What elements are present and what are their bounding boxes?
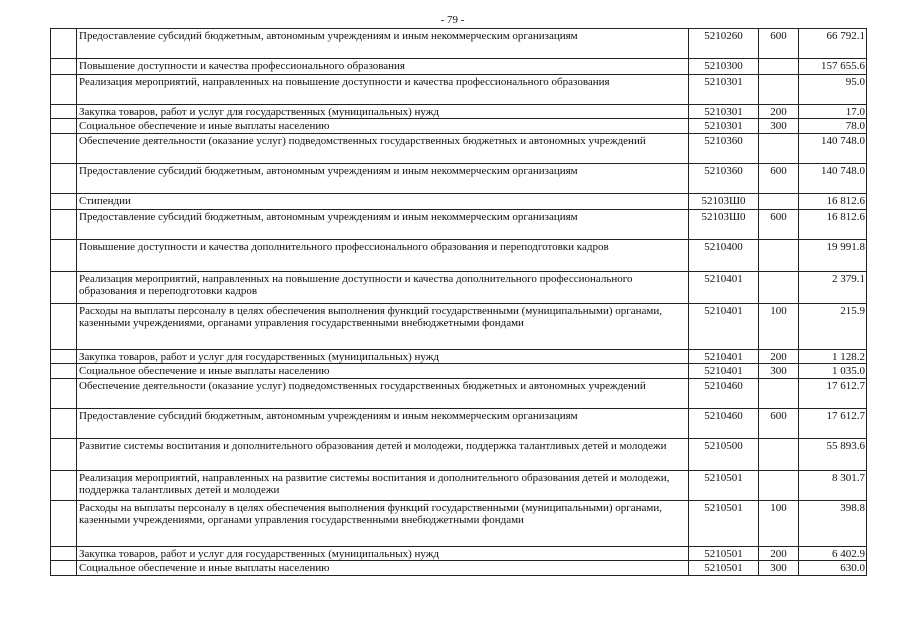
table-row (51, 379, 867, 409)
row-code: 5210400 (689, 240, 759, 272)
row-code: 5210401 (689, 350, 759, 364)
row-amount: 630.0 (799, 561, 867, 576)
row-amount: 157 655.6 (799, 59, 867, 75)
row-amount: 19 991.8 (799, 240, 867, 272)
row-code: 5210360 (689, 134, 759, 164)
row-type (759, 439, 799, 471)
table-row (51, 547, 867, 561)
row-type (759, 194, 799, 210)
row-code: 5210360 (689, 164, 759, 194)
blank-cell (51, 75, 77, 105)
blank-cell (51, 119, 77, 134)
row-code: 5210501 (689, 561, 759, 576)
row-code: 5210301 (689, 75, 759, 105)
row-code: 52103Ш0 (689, 194, 759, 210)
blank-cell (51, 439, 77, 471)
blank-cell (51, 471, 77, 501)
row-amount: 16 812.6 (799, 210, 867, 240)
row-name: Реализация мероприятий, направленных на повышение доступности и качества дополнительного профессионального образования и переподготовки кадров (77, 272, 689, 304)
row-code: 5210300 (689, 59, 759, 75)
table-row (51, 59, 867, 75)
table-row (51, 304, 867, 350)
blank-cell (51, 134, 77, 164)
table-row (51, 409, 867, 439)
row-amount: 17.0 (799, 105, 867, 119)
table-row (51, 272, 867, 304)
blank-cell (51, 304, 77, 350)
table-row (51, 210, 867, 240)
row-code: 52103Ш0 (689, 210, 759, 240)
row-name: Предоставление субсидий бюджетным, автономным учреждениям и иным некоммерческим организациям (77, 164, 689, 194)
row-type: 600 (759, 210, 799, 240)
row-amount: 2 379.1 (799, 272, 867, 304)
row-code: 5210260 (689, 29, 759, 59)
blank-cell (51, 561, 77, 576)
blank-cell (51, 210, 77, 240)
page-number: - 79 - (440, 14, 465, 26)
row-type (759, 379, 799, 409)
row-type (759, 134, 799, 164)
row-type: 300 (759, 364, 799, 379)
row-type: 200 (759, 105, 799, 119)
table-row (51, 561, 867, 576)
row-name: Обеспечение деятельности (оказание услуг) подведомственных государственных бюджетных и автономных учреждений (77, 379, 689, 409)
row-name: Расходы на выплаты персоналу в целях обеспечения выполнения функций государственными (муниципальными) органами, казенными учреждениями, органами управления государственными внебюджетными фондами (77, 501, 689, 547)
row-code: 5210301 (689, 119, 759, 134)
blank-cell (51, 501, 77, 547)
row-type (759, 75, 799, 105)
blank-cell (51, 409, 77, 439)
row-type (759, 59, 799, 75)
row-code: 5210301 (689, 105, 759, 119)
table-row (51, 350, 867, 364)
row-name: Закупка товаров, работ и услуг для государственных (муниципальных) нужд (77, 105, 689, 119)
table-row (51, 471, 867, 501)
row-code: 5210501 (689, 471, 759, 501)
row-code: 5210401 (689, 272, 759, 304)
row-type (759, 471, 799, 501)
row-amount: 16 812.6 (799, 194, 867, 210)
row-name: Обеспечение деятельности (оказание услуг) подведомственных государственных бюджетных и автономных учреждений (77, 134, 689, 164)
row-code: 5210401 (689, 364, 759, 379)
blank-cell (51, 105, 77, 119)
row-amount: 6 402.9 (799, 547, 867, 561)
row-type: 600 (759, 29, 799, 59)
table-row (51, 240, 867, 272)
blank-cell (51, 364, 77, 379)
row-amount: 140 748.0 (799, 164, 867, 194)
row-name: Реализация мероприятий, направленных на развитие системы воспитания и дополнительного образования детей и молодежи, поддержка талантливых детей и молодежи (77, 471, 689, 501)
row-amount: 140 748.0 (799, 134, 867, 164)
row-amount: 1 128.2 (799, 350, 867, 364)
row-amount: 398.8 (799, 501, 867, 547)
row-name: Социальное обеспечение и иные выплаты населению (77, 561, 689, 576)
row-type (759, 272, 799, 304)
row-type: 100 (759, 304, 799, 350)
row-name: Предоставление субсидий бюджетным, автономным учреждениям и иным некоммерческим организациям (77, 409, 689, 439)
table-row (51, 364, 867, 379)
row-type: 300 (759, 119, 799, 134)
row-code: 5210460 (689, 379, 759, 409)
table-row (51, 164, 867, 194)
row-name: Закупка товаров, работ и услуг для государственных (муниципальных) нужд (77, 547, 689, 561)
row-amount: 95.0 (799, 75, 867, 105)
blank-cell (51, 272, 77, 304)
row-name: Расходы на выплаты персоналу в целях обеспечения выполнения функций государственными (муниципальными) органами, казенными учреждениями, органами управления государственными внебюджетными фондами (77, 304, 689, 350)
row-name: Социальное обеспечение и иные выплаты населению (77, 364, 689, 379)
table-row (51, 501, 867, 547)
row-code: 5210460 (689, 409, 759, 439)
row-type: 200 (759, 350, 799, 364)
blank-cell (51, 164, 77, 194)
blank-cell (51, 59, 77, 75)
row-code: 5210500 (689, 439, 759, 471)
table-row (51, 29, 867, 59)
row-amount: 66 792.1 (799, 29, 867, 59)
row-name: Реализация мероприятий, направленных на повышение доступности и качества профессионального образования (77, 75, 689, 105)
row-type: 600 (759, 409, 799, 439)
row-amount: 78.0 (799, 119, 867, 134)
table-row (51, 439, 867, 471)
table-row (51, 194, 867, 210)
row-amount: 17 612.7 (799, 379, 867, 409)
row-name: Повышение доступности и качества профессионального образования (77, 59, 689, 75)
row-name: Социальное обеспечение и иные выплаты населению (77, 119, 689, 134)
blank-cell (51, 547, 77, 561)
table-row (51, 134, 867, 164)
row-amount: 17 612.7 (799, 409, 867, 439)
budget-table (50, 28, 867, 576)
row-name: Развитие системы воспитания и дополнительного образования детей и молодежи, поддержка талантливых детей и молодежи (77, 439, 689, 471)
row-code: 5210401 (689, 304, 759, 350)
blank-cell (51, 350, 77, 364)
row-code: 5210501 (689, 547, 759, 561)
row-name: Предоставление субсидий бюджетным, автономным учреждениям и иным некоммерческим организациям (77, 29, 689, 59)
row-type: 600 (759, 164, 799, 194)
blank-cell (51, 29, 77, 59)
row-name: Повышение доступности и качества дополнительного профессионального образования и переподготовки кадров (77, 240, 689, 272)
row-type: 300 (759, 561, 799, 576)
row-amount: 1 035.0 (799, 364, 867, 379)
table-row (51, 119, 867, 134)
row-type (759, 240, 799, 272)
row-amount: 55 893.6 (799, 439, 867, 471)
row-name: Стипендии (77, 194, 689, 210)
row-code: 5210501 (689, 501, 759, 547)
row-type: 100 (759, 501, 799, 547)
row-amount: 215.9 (799, 304, 867, 350)
table-row (51, 75, 867, 105)
row-name: Предоставление субсидий бюджетным, автономным учреждениям и иным некоммерческим организациям (77, 210, 689, 240)
row-type: 200 (759, 547, 799, 561)
row-name: Закупка товаров, работ и услуг для государственных (муниципальных) нужд (77, 350, 689, 364)
blank-cell (51, 240, 77, 272)
blank-cell (51, 379, 77, 409)
blank-cell (51, 194, 77, 210)
table-row (51, 105, 867, 119)
row-amount: 8 301.7 (799, 471, 867, 501)
